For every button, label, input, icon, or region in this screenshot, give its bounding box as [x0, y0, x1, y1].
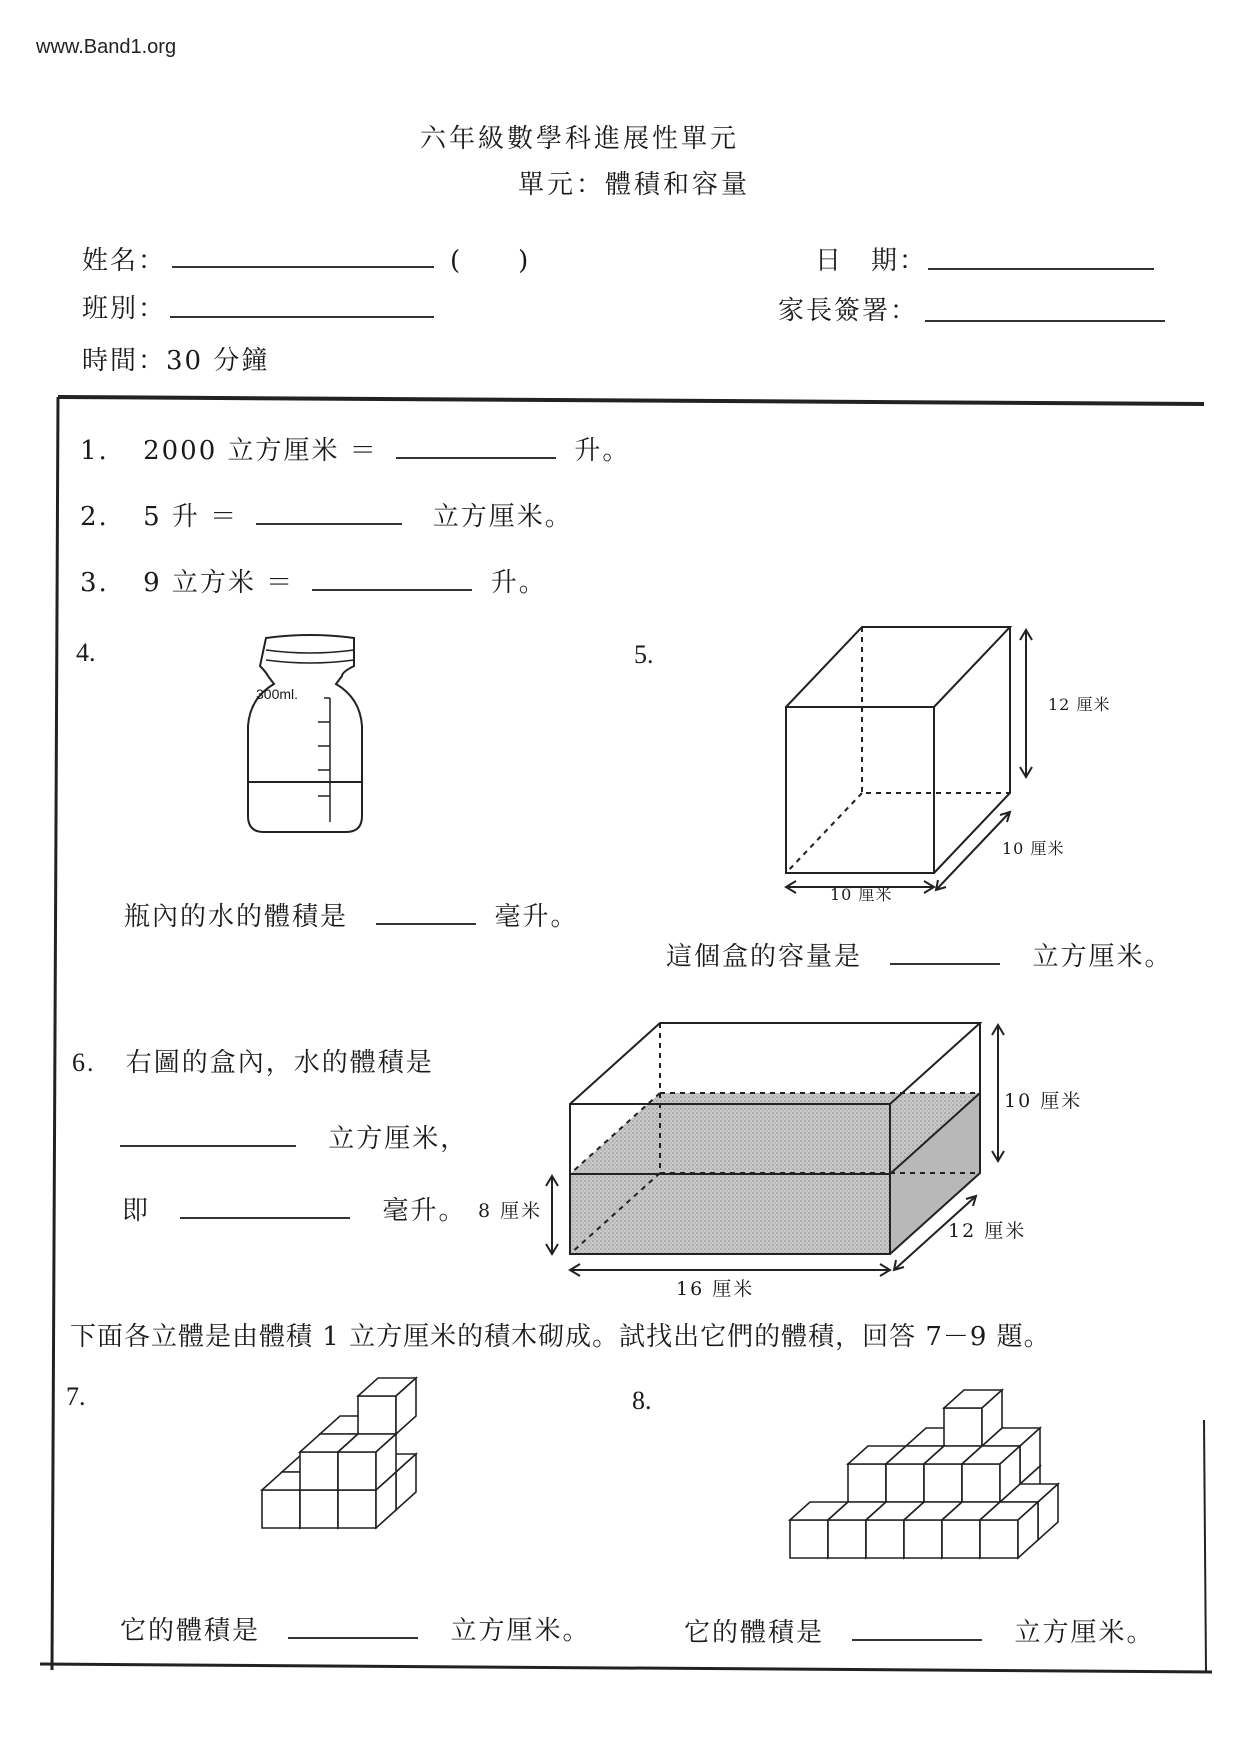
name-label: 姓名： — [82, 246, 167, 276]
q4-unit: 毫升。 — [494, 902, 579, 932]
q6-number: 6. — [72, 1048, 96, 1077]
q1-unit: 升。 — [574, 436, 631, 466]
q6-width-label: 16 厘米 — [676, 1278, 755, 1300]
q5-height-label: 12 厘米 — [1048, 695, 1111, 714]
unit-cube-face — [866, 1520, 904, 1558]
q4-text: 瓶內的水的體積是 — [124, 902, 349, 932]
q8-answer[interactable] — [852, 1638, 982, 1641]
page-title: 六年級數學科進展性單元 — [420, 124, 740, 154]
unit-cube-face — [848, 1464, 886, 1502]
q8-text: 它的體積是 — [684, 1618, 825, 1648]
unit-cube-face — [790, 1520, 828, 1558]
unit-cube-face — [904, 1520, 942, 1558]
q1-number: 1. — [80, 436, 109, 466]
q2-text: 5 升 ＝ — [143, 502, 239, 532]
q6-line3-prefix: 即 — [122, 1196, 151, 1226]
unit-cube-face — [944, 1408, 982, 1446]
unit-cube-face — [962, 1464, 1000, 1502]
q5-number: 5. — [634, 640, 654, 669]
class-label: 班別： — [82, 294, 167, 324]
q1-text: 2000 立方厘米 ＝ — [143, 436, 378, 466]
q6-water-height-label: 8 厘米 — [478, 1200, 543, 1222]
q7-number: 7. — [66, 1382, 86, 1411]
q3-text: 9 立方米 ＝ — [143, 568, 295, 598]
unit-cube-face — [924, 1464, 962, 1502]
q2-unit: 立方厘米。 — [432, 502, 573, 532]
q6-box-height-label: 10 厘米 — [1004, 1090, 1083, 1112]
section-instruction: 下面各立體是由體積 1 立方厘米的積木砌成。試找出它們的體積，回答 7－9 題。 — [70, 1322, 1051, 1352]
date-label: 日 期： — [815, 246, 928, 276]
q6-line1: 右圖的盒內，水的體積是 — [125, 1048, 434, 1078]
q5-unit: 立方厘米。 — [1032, 942, 1173, 972]
parent-sign-label: 家長簽署： — [778, 296, 919, 326]
q7-text: 它的體積是 — [120, 1616, 261, 1646]
q8-unit: 立方厘米。 — [1014, 1618, 1155, 1648]
q2-number: 2. — [80, 502, 109, 532]
unit-cube-face — [886, 1464, 924, 1502]
class-number-paren: ( ) — [450, 246, 531, 276]
q6-line2: 立方厘米， — [328, 1124, 469, 1154]
site-url[interactable]: www.Band1.org — [36, 36, 177, 58]
q7-unit: 立方厘米。 — [450, 1616, 591, 1646]
q8-number: 8. — [632, 1386, 652, 1415]
unit-cube-face — [980, 1520, 1018, 1558]
q4-number: 4. — [76, 638, 96, 667]
q5-text: 這個盒的容量是 — [666, 942, 863, 972]
time-label: 時間：30 分鐘 — [82, 346, 270, 376]
q6-line3-unit: 毫升。 — [382, 1196, 467, 1226]
q5-depth-label: 10 厘米 — [1002, 839, 1065, 858]
unit-title: 單元：體積和容量 — [518, 170, 751, 200]
bottle-capacity-label: 300ml. — [256, 686, 299, 702]
unit-cube-face — [942, 1520, 980, 1558]
q3-number: 3. — [80, 568, 109, 598]
q5-width-label: 10 厘米 — [830, 885, 893, 904]
q3-unit: 升。 — [490, 568, 547, 598]
q6-depth-label: 12 厘米 — [948, 1220, 1027, 1242]
unit-cube-face — [828, 1520, 866, 1558]
